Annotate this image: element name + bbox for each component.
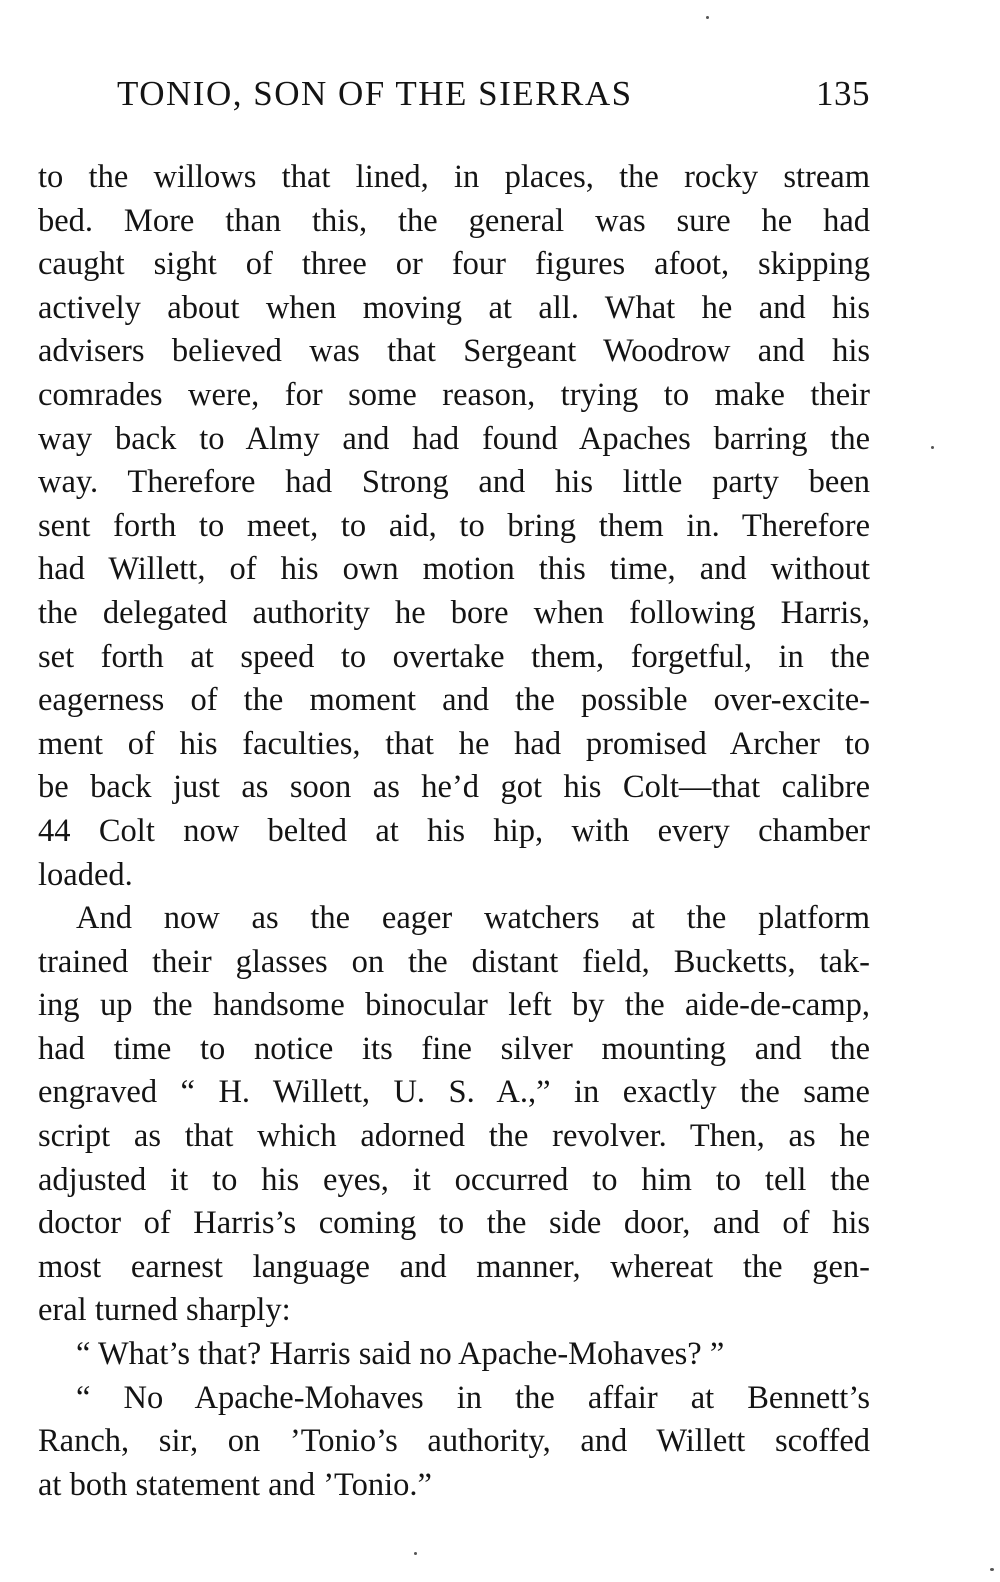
text-line: advisers believed was that Sergeant Woodrow and his xyxy=(38,333,870,370)
text-line: engraved “ H. Willett, U. S. A.,” in exactly the same xyxy=(38,1074,870,1111)
scan-speck xyxy=(706,16,709,19)
text-line: loaded. xyxy=(38,856,133,893)
text-line: eagerness of the moment and the possible over-excite- xyxy=(38,682,870,719)
text-line: bed. More than this, the general was sure he had xyxy=(38,202,870,239)
text-line: way back to Almy and had found Apaches barring the xyxy=(38,420,870,457)
text-line: be back just as soon as he’d got his Colt—that calibre xyxy=(38,769,870,806)
scan-speck xyxy=(414,1552,417,1555)
text-line: trained their glasses on the distant field, Bucketts, tak- xyxy=(38,943,870,980)
text-line: eral turned sharply: xyxy=(38,1292,291,1329)
text-line: way. Therefore had Strong and his little party been xyxy=(38,464,870,501)
text-line: to the willows that lined, in places, the rocky stream xyxy=(38,159,870,195)
scan-speck xyxy=(990,1568,994,1571)
text-line: had Willett, of his own motion this time, and without xyxy=(38,551,870,588)
text-line: “ What’s that? Harris said no Apache-Mohaves? ” xyxy=(76,1336,725,1373)
page-number: 135 xyxy=(816,74,870,113)
text-line: comrades were, for some reason, trying to make their xyxy=(38,376,870,413)
running-head xyxy=(117,74,870,114)
text-line: set forth at speed to overtake them, forgetful, in the xyxy=(38,638,870,675)
text-line: And now as the eager watchers at the platform xyxy=(76,900,870,937)
scan-speck xyxy=(931,446,934,449)
text-line: caught sight of three or four figures afoot, skipping xyxy=(38,246,870,283)
text-line: ment of his faculties, that he had promised Archer to xyxy=(38,725,870,762)
text-line: most earnest language and manner, whereat the gen- xyxy=(38,1248,870,1285)
text-line: “ No Apache-Mohaves in the affair at Bennett’s xyxy=(76,1379,870,1416)
text-line: sent forth to meet, to aid, to bring them in. Therefore xyxy=(38,507,870,544)
text-line: doctor of Harris’s coming to the side door, and of his xyxy=(38,1205,870,1242)
text-line: adjusted it to his eyes, it occurred to him to tell the xyxy=(38,1161,870,1198)
text-line: actively about when moving at all. What he and his xyxy=(38,289,870,326)
body-text xyxy=(38,156,870,1507)
text-line: script as that which adorned the revolver. Then, as he xyxy=(38,1118,870,1155)
running-title: TONIO, SON OF THE SIERRAS xyxy=(117,74,633,113)
text-line: Ranch, sir, on ’Tonio’s authority, and Willett scoffed xyxy=(38,1423,870,1460)
text-line: the delegated authority he bore when following Harris, xyxy=(38,594,870,631)
text-line: at both statement and ’Tonio.” xyxy=(38,1466,432,1503)
text-line: ing up the handsome binocular left by the aide-de-camp, xyxy=(38,987,870,1024)
text-line: 44 Colt now belted at his hip, with every chamber xyxy=(38,812,870,849)
text-line: had time to notice its fine silver mounting and the xyxy=(38,1030,870,1067)
